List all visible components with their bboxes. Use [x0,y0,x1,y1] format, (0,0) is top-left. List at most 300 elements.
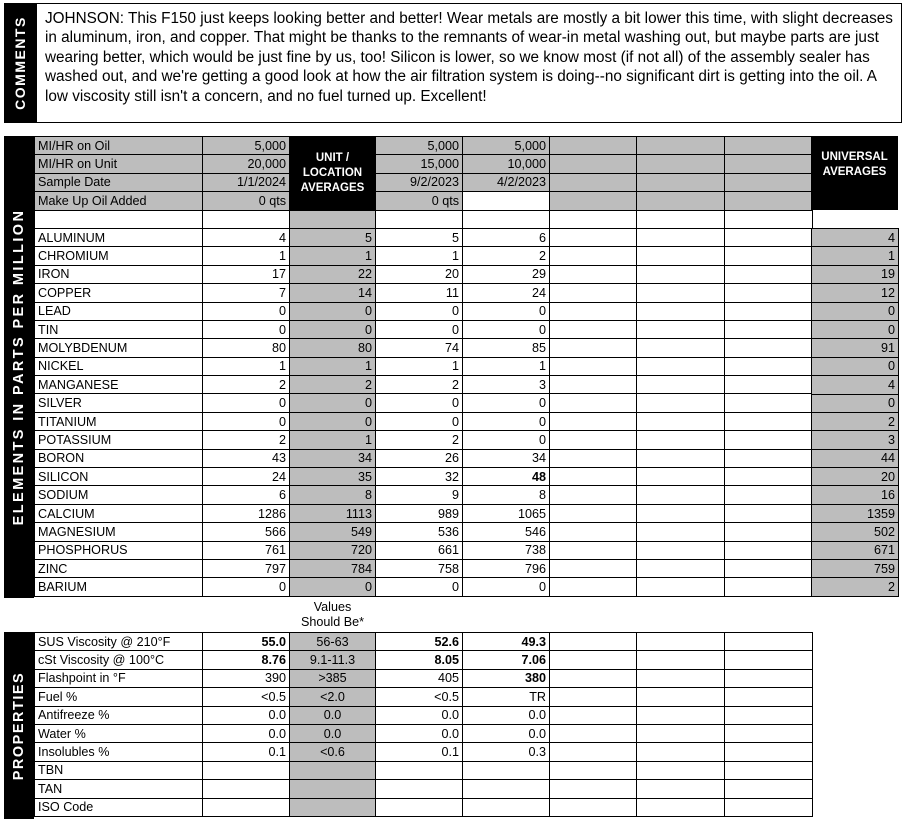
universal-average: 0 [812,357,899,375]
empty-cell [550,339,637,357]
empty-cell [550,192,637,210]
universal-average: 0 [812,394,899,412]
element-name: SILICON [35,468,203,486]
empty-cell [550,449,637,467]
empty-cell [637,228,725,246]
current-value: 797 [203,559,290,577]
empty-cell [725,724,813,742]
empty-cell [637,394,725,412]
sample-1-value: 0 [376,578,463,596]
universal-average: 3 [812,431,899,449]
empty-cell [725,486,813,504]
current-value [203,761,290,779]
empty-cell [725,468,813,486]
property-row [35,669,813,687]
current-value: 0 [203,302,290,320]
current-value: 4 [203,228,290,246]
empty-cell [725,265,813,283]
current-value: 5,000 [203,137,290,155]
current-value: 0.0 [203,706,290,724]
empty-cell [637,320,725,338]
element-name: TIN [35,320,203,338]
universal-row [812,394,899,412]
values-should-be-label: Values Should Be* [300,600,365,629]
empty-cell [550,320,637,338]
current-value: 0.0 [203,724,290,742]
info-row [35,155,813,173]
sample-2-value: 546 [463,523,550,541]
sample-2-value: 8 [463,486,550,504]
empty-cell [35,210,203,228]
property-row [35,651,813,669]
empty-cell [725,210,813,228]
universal-row [812,339,899,357]
sample-2-value: 7.06 [463,651,550,669]
empty-cell [725,228,813,246]
sample-1-value: 758 [376,559,463,577]
empty-cell [725,357,813,375]
empty-cell [725,706,813,724]
empty-cell [550,541,637,559]
element-name: COPPER [35,284,203,302]
element-row [35,284,813,302]
element-name: CHROMIUM [35,247,203,265]
sample-1-value: 661 [376,541,463,559]
universal-average: 759 [812,560,899,578]
sample-1-value: 52.6 [376,633,463,651]
universal-row [812,229,899,247]
sample-1-value: 9/2/2023 [376,173,463,191]
element-name: LEAD [35,302,203,320]
empty-cell [725,412,813,430]
universal-row [812,320,899,338]
universal-row [812,284,899,302]
empty-cell [637,761,725,779]
element-row [35,578,813,596]
empty-cell [637,780,725,798]
sample-2-value: 10,000 [463,155,550,173]
empty-cell [725,651,813,669]
universal-average: 12 [812,284,899,302]
sample-1-value: 536 [376,523,463,541]
universal-row [812,523,899,541]
unit-average: 5 [290,228,376,246]
sample-1-value: 5 [376,228,463,246]
unit-average: 784 [290,559,376,577]
should-be-value: 9.1-11.3 [290,651,376,669]
empty-cell [637,192,725,210]
empty-cell [550,265,637,283]
universal-row [812,265,899,283]
empty-cell [550,137,637,155]
sample-2-value: 3 [463,376,550,394]
current-value: 6 [203,486,290,504]
empty-cell [725,394,813,412]
current-value: 17 [203,265,290,283]
sample-2-value [463,192,550,210]
empty-cell [637,523,725,541]
sample-1-value: 0 [376,320,463,338]
empty-cell [550,155,637,173]
element-row [35,394,813,412]
element-name: SODIUM [35,486,203,504]
empty-cell [550,486,637,504]
universal-average: 20 [812,468,899,486]
sample-2-value: 738 [463,541,550,559]
unit-average: 1 [290,247,376,265]
element-name: CALCIUM [35,504,203,522]
info-row [35,173,813,191]
sample-1-value: 989 [376,504,463,522]
unit-average: 1 [290,357,376,375]
universal-average: 19 [812,265,899,283]
universal-row [812,376,899,394]
empty-cell [637,578,725,596]
element-row [35,247,813,265]
current-value: 1/1/2024 [203,173,290,191]
property-row [35,706,813,724]
property-name: SUS Viscosity @ 210°F [35,633,203,651]
sample-2-value: 0 [463,578,550,596]
sample-1-value: 0 [376,412,463,430]
sample-2-value: 0.0 [463,706,550,724]
empty-cell [550,376,637,394]
universal-row [812,449,899,467]
empty-cell [637,265,725,283]
unit-location-averages-header: UNIT / LOCATION AVERAGES [289,136,376,210]
info-row [35,137,813,155]
sample-1-value [376,761,463,779]
current-value: 20,000 [203,155,290,173]
empty-cell [637,504,725,522]
property-row [35,798,813,816]
sample-2-value [463,780,550,798]
universal-average: 671 [812,541,899,559]
sample-1-value: 20 [376,265,463,283]
universal-averages-table [811,228,899,597]
element-row [35,339,813,357]
property-name: ISO Code [35,798,203,816]
sample-1-value: 32 [376,468,463,486]
element-name: SILVER [35,394,203,412]
empty-cell [550,761,637,779]
element-row [35,265,813,283]
empty-cell [550,394,637,412]
property-row [35,761,813,779]
sample-1-value: 2 [376,376,463,394]
empty-cell [550,247,637,265]
universal-row [812,578,899,596]
empty-cell [550,559,637,577]
element-row [35,431,813,449]
empty-cell [550,651,637,669]
element-name: ZINC [35,559,203,577]
element-row [35,468,813,486]
empty-cell [725,688,813,706]
universal-average: 2 [812,412,899,430]
current-value: 7 [203,284,290,302]
empty-cell [637,431,725,449]
universal-row [812,541,899,559]
empty-cell [550,173,637,191]
empty-cell [637,302,725,320]
current-value: 43 [203,449,290,467]
current-value: 566 [203,523,290,541]
sample-2-value: 48 [463,468,550,486]
sample-2-value: 6 [463,228,550,246]
sample-1-value: 9 [376,486,463,504]
element-row [35,302,813,320]
current-value: 0.1 [203,743,290,761]
empty-cell [725,559,813,577]
element-name: PHOSPHORUS [35,541,203,559]
property-row [35,724,813,742]
sample-2-value: 0 [463,320,550,338]
unit-average: 34 [290,449,376,467]
empty-cell [725,320,813,338]
empty-cell [637,376,725,394]
empty-cell [725,284,813,302]
empty-cell [463,210,550,228]
universal-average: 16 [812,486,899,504]
current-value: 0 qts [203,192,290,210]
should-be-value: 0.0 [290,706,376,724]
empty-cell [637,669,725,687]
property-name: Insolubles % [35,743,203,761]
empty-cell [637,559,725,577]
sample-1-value: 405 [376,669,463,687]
empty-cell [637,651,725,669]
universal-row [812,504,899,522]
empty-cell [376,210,463,228]
unit-average: 8 [290,486,376,504]
unit-average: 0 [290,302,376,320]
empty-cell [725,761,813,779]
empty-cell [637,706,725,724]
element-name: IRON [35,265,203,283]
empty-cell [637,210,725,228]
property-name: Water % [35,724,203,742]
current-value: 0 [203,412,290,430]
unit-average: 35 [290,468,376,486]
empty-cell [550,743,637,761]
element-row [35,357,813,375]
sample-2-value: 5,000 [463,137,550,155]
sample-1-value: 0 [376,394,463,412]
info-row [35,192,813,210]
sample-2-value: 4/2/2023 [463,173,550,191]
universal-average: 2 [812,578,899,596]
element-name: MAGNESIUM [35,523,203,541]
sample-2-value: 0 [463,431,550,449]
blank-row [35,210,813,228]
sample-2-value: 0 [463,412,550,430]
empty-cell [550,798,637,816]
empty-cell [637,449,725,467]
empty-cell [725,339,813,357]
empty-cell [550,504,637,522]
universal-average: 502 [812,523,899,541]
unit-average: 720 [290,541,376,559]
empty-cell [637,486,725,504]
elements-table [34,136,813,597]
element-name: TITANIUM [35,412,203,430]
element-row [35,486,813,504]
element-name: BORON [35,449,203,467]
empty-cell [725,504,813,522]
empty-cell [637,247,725,265]
sample-1-value: 11 [376,284,463,302]
row-label: MI/HR on Unit [35,155,203,173]
empty-cell [725,376,813,394]
current-value: 2 [203,376,290,394]
element-row [35,504,813,522]
empty-cell [725,173,813,191]
empty-cell [637,173,725,191]
should-be-value [290,761,376,779]
empty-cell [637,633,725,651]
empty-cell [290,210,376,228]
empty-cell [637,688,725,706]
empty-cell [550,780,637,798]
unit-average: 0 [290,578,376,596]
empty-cell [637,412,725,430]
sample-1-value: 0.0 [376,724,463,742]
empty-cell [637,468,725,486]
universal-row [812,302,899,320]
empty-cell [550,724,637,742]
should-be-value: 56-63 [290,633,376,651]
sample-2-value: 796 [463,559,550,577]
element-name: POTASSIUM [35,431,203,449]
current-value: 0 [203,320,290,338]
sample-1-value: 74 [376,339,463,357]
empty-cell [637,743,725,761]
empty-cell [725,669,813,687]
should-be-value: <0.6 [290,743,376,761]
sample-1-value: 1 [376,357,463,375]
property-row [35,780,813,798]
property-row [35,688,813,706]
sample-2-value: 24 [463,284,550,302]
sample-2-value: 49.3 [463,633,550,651]
properties-side-label: PROPERTIES [4,632,34,819]
empty-cell [550,633,637,651]
current-value: 1 [203,357,290,375]
empty-cell [550,210,637,228]
unit-average: 1 [290,431,376,449]
sample-2-value: 0 [463,394,550,412]
comments-text: JOHNSON: This F150 just keeps looking better and better! Wear metals are mostly a bit lower this time, with slight decreases in aluminum, iron, and copper. That might be thanks to the remnants of wear-in metal washing out, but maybe parts are just wearing better, which would be just fine by us, too! Silicon is lower, so we know most (if not all) of the assembly sealer has washed out, and we're getting a good look at how the air filtration system is doing--no significant dirt is getting into the oil. A low viscosity still isn't a concern, and no fuel turned up. Excellent! [36,3,902,123]
empty-cell [637,541,725,559]
sample-2-value [463,761,550,779]
unit-average: 549 [290,523,376,541]
empty-cell [637,798,725,816]
element-row [35,412,813,430]
should-be-value [290,780,376,798]
empty-cell [725,780,813,798]
empty-cell [637,155,725,173]
element-row [35,228,813,246]
empty-cell [550,669,637,687]
unit-average: 0 [290,394,376,412]
empty-cell [550,431,637,449]
unit-average: 0 [290,412,376,430]
current-value: 2 [203,431,290,449]
unit-average: 1113 [290,504,376,522]
property-row [35,743,813,761]
empty-cell [725,523,813,541]
unit-average: 22 [290,265,376,283]
property-name: TAN [35,780,203,798]
universal-average: 0 [812,302,899,320]
properties-table [34,632,813,817]
empty-cell [637,357,725,375]
universal-average: 4 [812,229,899,247]
sample-1-value: 0 [376,302,463,320]
current-value: 390 [203,669,290,687]
unit-average: 0 [290,320,376,338]
property-name: Antifreeze % [35,706,203,724]
empty-cell [725,449,813,467]
sample-2-value: 0.3 [463,743,550,761]
element-name: MOLYBDENUM [35,339,203,357]
universal-average: 91 [812,339,899,357]
universal-row [812,431,899,449]
sample-1-value: 0 qts [376,192,463,210]
universal-average: 4 [812,376,899,394]
sample-1-value: 2 [376,431,463,449]
element-name: ALUMINUM [35,228,203,246]
current-value: 55.0 [203,633,290,651]
unit-average: 2 [290,376,376,394]
sample-2-value [463,798,550,816]
universal-row [812,247,899,265]
property-name: Flashpoint in °F [35,669,203,687]
empty-cell [550,578,637,596]
universal-average: 1359 [812,504,899,522]
universal-row [812,357,899,375]
sample-2-value: 0 [463,302,550,320]
unit-average: 14 [290,284,376,302]
sample-1-value: 1 [376,247,463,265]
row-label: Sample Date [35,173,203,191]
empty-cell [550,706,637,724]
empty-cell [725,155,813,173]
row-label: MI/HR on Oil [35,137,203,155]
universal-row [812,560,899,578]
empty-cell [725,431,813,449]
sample-1-value: 15,000 [376,155,463,173]
current-value: 1286 [203,504,290,522]
current-value: 0 [203,394,290,412]
empty-cell [203,210,290,228]
empty-cell [725,743,813,761]
sample-2-value: 1 [463,357,550,375]
current-value: 761 [203,541,290,559]
comments-side-label: COMMENTS [4,3,36,123]
sample-2-value: 34 [463,449,550,467]
universal-average: 1 [812,247,899,265]
property-row [35,633,813,651]
universal-average: 0 [812,320,899,338]
property-name: cSt Viscosity @ 100°C [35,651,203,669]
empty-cell [637,339,725,357]
sample-1-value: 0.0 [376,706,463,724]
element-name: NICKEL [35,357,203,375]
universal-row [812,468,899,486]
empty-cell [725,137,813,155]
